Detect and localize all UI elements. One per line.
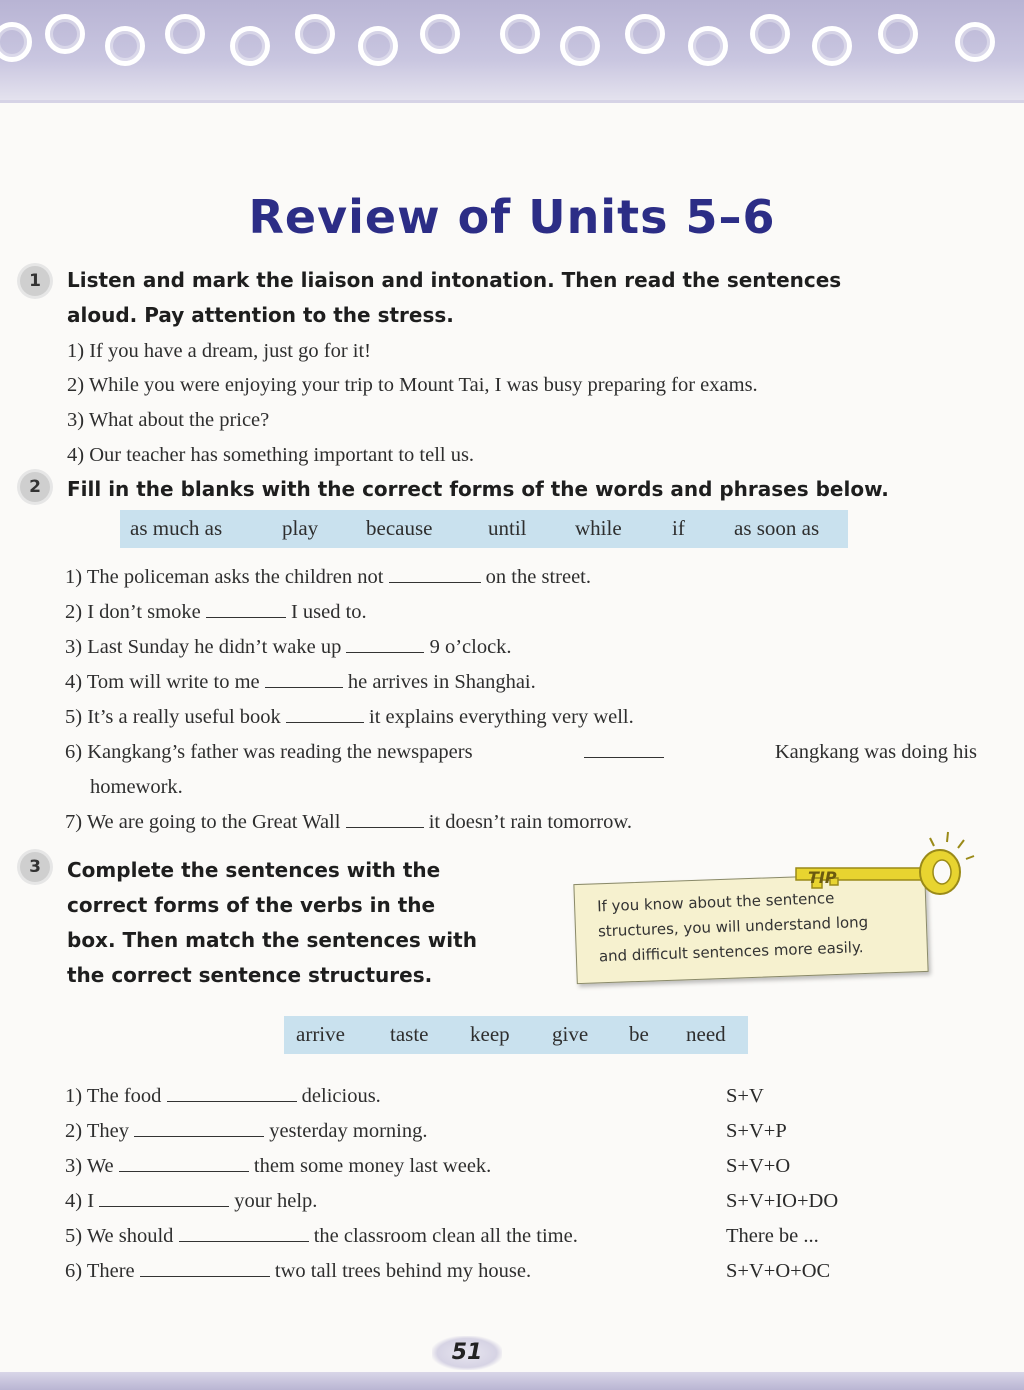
circle-decoration <box>560 26 600 66</box>
word-option: give <box>552 1022 589 1046</box>
section-3-badge: 3 <box>20 852 50 882</box>
circle-decoration <box>230 26 270 66</box>
answer-blank[interactable] <box>134 1115 264 1137</box>
decorative-circles <box>0 12 1024 62</box>
answer-blank[interactable] <box>389 561 481 583</box>
circle-decoration <box>688 26 728 66</box>
answer-blank[interactable] <box>346 806 424 828</box>
header-band <box>0 0 1024 100</box>
word-option: keep <box>470 1022 510 1046</box>
section-2-item: 7) We are going to the Great Wall it doesn’t rain tomorrow. <box>65 805 632 840</box>
structure-option: S+V+O <box>726 1155 791 1177</box>
word-option: play <box>282 516 319 540</box>
structure-option: S+V+O+OC <box>726 1260 831 1282</box>
circle-decoration <box>0 22 32 62</box>
structure-option: There be ... <box>726 1225 819 1247</box>
section-2-instruction: Fill in the blanks with the correct forms of the words and phrases below. <box>67 477 889 501</box>
section-2-item: 5) It’s a really useful book it explains everything very well. <box>65 700 634 735</box>
section-3-item: 5) We should the classroom clean all the time. <box>65 1219 578 1254</box>
footer-band <box>0 1372 1024 1390</box>
answer-blank[interactable] <box>119 1150 249 1172</box>
word-option: taste <box>390 1022 429 1046</box>
word-option: while <box>575 516 622 540</box>
section-1-badge: 1 <box>20 266 50 296</box>
word-option: as soon as <box>734 516 820 540</box>
structure-option: S+V+P <box>726 1120 787 1142</box>
key-icon <box>790 830 980 900</box>
structure-option: S+V+IO+DO <box>726 1190 839 1212</box>
section-2-item: 1) The policeman asks the children not on the street. <box>65 560 591 595</box>
word-option: until <box>488 516 527 540</box>
word-option: if <box>672 516 685 540</box>
section-3-instruction: Complete the sentences with the <box>67 858 441 882</box>
section-3-instruction-cont: correct forms of the verbs in the <box>67 893 436 917</box>
answer-blank[interactable] <box>167 1080 297 1102</box>
circle-decoration <box>878 14 918 54</box>
section-1-item: 4) Our teacher has something important to tell us. <box>67 444 475 466</box>
section-1-instruction-cont: aloud. Pay attention to the stress. <box>67 303 454 327</box>
circle-decoration <box>500 14 540 54</box>
section-3-item: 6) There two tall trees behind my house. <box>65 1254 531 1289</box>
section-3-item: 1) The food delicious. <box>65 1079 381 1114</box>
section-1-item: 1) If you have a dream, just go for it! <box>67 340 371 362</box>
word-option: arrive <box>296 1022 345 1046</box>
circle-decoration <box>750 14 790 54</box>
answer-blank[interactable] <box>584 736 664 758</box>
page-title: Review of Units 5–6 <box>248 190 776 244</box>
page-number: 51 <box>432 1336 502 1370</box>
section-3-instruction-cont: box. Then match the sentences with <box>67 928 477 952</box>
word-option: need <box>686 1022 726 1046</box>
circle-decoration <box>420 14 460 54</box>
section-2-item: 6) Kangkang’s father was reading the newspapers Kangkang was doing his <box>65 735 977 770</box>
answer-blank[interactable] <box>346 631 424 653</box>
answer-blank[interactable] <box>265 666 343 688</box>
section-2-item: 4) Tom will write to me he arrives in Shanghai. <box>65 665 536 700</box>
section-2-word-box <box>120 510 848 548</box>
section-3-word-box <box>284 1016 748 1054</box>
section-3-item: 3) We them some money last week. <box>65 1149 491 1184</box>
tip-label: TIP <box>808 868 837 887</box>
section-1-item: 3) What about the price? <box>67 409 270 431</box>
circle-decoration <box>955 22 995 62</box>
structure-option: S+V <box>726 1085 764 1107</box>
word-option: as much as <box>130 516 223 540</box>
circle-decoration <box>45 14 85 54</box>
word-option: be <box>629 1022 649 1046</box>
word-option: because <box>366 516 433 540</box>
header-rule <box>0 100 1024 103</box>
section-3-instruction-cont: the correct sentence structures. <box>67 963 433 987</box>
circle-decoration <box>812 26 852 66</box>
answer-blank[interactable] <box>179 1220 309 1242</box>
circle-decoration <box>358 26 398 66</box>
circle-decoration <box>295 14 335 54</box>
circle-decoration <box>625 14 665 54</box>
section-2-item-cont: homework. <box>90 776 183 798</box>
circle-decoration <box>165 14 205 54</box>
section-3-item: 2) They yesterday morning. <box>65 1114 427 1149</box>
answer-blank[interactable] <box>286 701 364 723</box>
answer-blank[interactable] <box>140 1255 270 1277</box>
answer-blank[interactable] <box>99 1185 229 1207</box>
section-3-item: 4) I your help. <box>65 1184 317 1219</box>
answer-blank[interactable] <box>206 596 286 618</box>
section-2-badge: 2 <box>20 472 50 502</box>
circle-decoration <box>105 26 145 66</box>
section-1-item: 2) While you were enjoying your trip to Mount Tai, I was busy preparing for exams. <box>67 374 758 396</box>
tip-text: If you know about the sentence structures, you will understand long and difficult sentences more easily. <box>596 889 869 966</box>
section-2-item: 2) I don’t smoke I used to. <box>65 595 367 630</box>
section-2-item: 3) Last Sunday he didn’t wake up 9 o’clock. <box>65 630 512 665</box>
section-1-instruction: Listen and mark the liaison and intonation. Then read the sentences <box>67 268 842 292</box>
